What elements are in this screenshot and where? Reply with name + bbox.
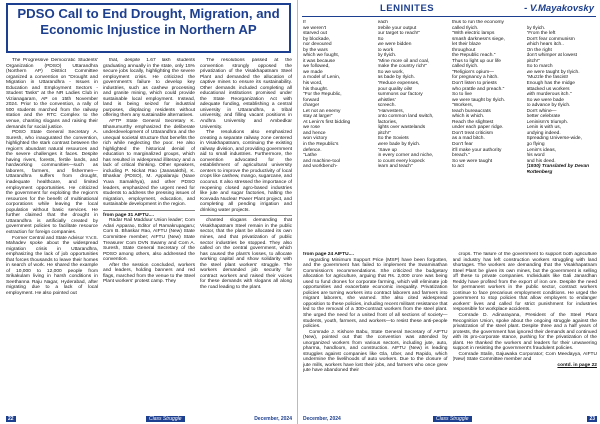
issue-date: December, 2024 [254,416,292,422]
left-page [0,0,298,424]
header-rule [302,16,596,17]
continuation-heading: from page 24 AIFTU.... [303,252,354,257]
paragraph: After the session concluded, workers and leaders, holding banners and red flags, marched from the venue to the Steel Plant workers' protest camp. They [103,262,195,285]
divider [103,210,195,211]
right-page [300,0,600,424]
article-column-1 [6,58,98,414]
poem-header [302,3,596,16]
magazine-name: Class Struggle [146,416,185,422]
paragraph: Former Central and State Advisor Y.V.S. Mahadev spoke about the widespread migration crisis in Uttarandhra, emphasizing the lack of job opportunities that forces thousands to leave their homes in search of work. He shared the example of 10,000 to 12,000 people from Srikakulam living in harsh conditions in Seethanna Raju Nagar, Hyderabad, after migrating due to a lack of local employment. He also pointed out [6,235,98,296]
continuation-heading: from page 31 AIFTU.... [103,212,154,218]
paragraph: Radar Rail Madduur Union leader; Com Adari Apparao, Editor of Ramakrupagaru; Com B. Bhaskar Rao, AIFTU (New) State Committee member; AIFTU (New) State Treasurer Com DVN Swamy and Com A. Suresh, State General Secretary of the PDSO among others, also addressed the convention. [103,218,195,263]
paragraph: crops. The failure of the government to support both agriculture and industry has left construction workers struggling with land shortages. The workers are demanding that the Visakhapatnam Steel Plant be given its own mines, but the government is selling off these to private companies. Individuals like Gali Janardhan Reddy have profited from the export of iron ore. Despite the need for permanent workers in the public sector, contract workers continue to face precarious employment conditions. He urged the government to stop policies that allow employers to endanger workers' lives and called for strict punishment for industries responsible for workplace accidents. [452,252,597,313]
poem-translator: (1930) Translated by Devan Rottenberg [526,164,590,175]
continued-note: contd. in page 22 [557,362,597,368]
article-column-2 [103,58,195,414]
continued-article [303,252,597,408]
poem-text: by Ilyich. "From the left Don't fear communism which hears itch.. On the right don't whimper at lowest pitch!" So to march we were taught by Ilyich. "Muzzle the fascist! Enough has the midge attacked us workers with murderous itch." So we were bade to advance by Ilyich. Don't whine— better celebrate Leninism's triumph. Lenin is with us, undying indeed. Spreading Universe-wide, go flying Lenin's ideas, his word and his deed. [526,25,582,164]
article-column-3 [200,58,292,414]
article-columns [6,58,292,414]
page-number: 23 [589,416,595,422]
paragraph: The resolutions passed at the convention strongly opposed the privatization of the Visakhapatnam Steel Plant and demanded the allocation of captive mines to ensure its sustainability. Other demands included completing all educational institutions promised under the State Reorganization Act with adequate funding, establishing a central university in Uttarandhra, a tribal university, and filling vacant positions in Andhra University and Ambedkar University. [200,58,292,130]
paragraph: that, despite 1.67 lakh students graduating annually in the state, only 15% secure jobs locally, highlighting the severe employment crisis. He criticized the government's failure to develop key industries, such as cashew processing and granite mining, which could provide sustainable local employment. Instead, land is being seized for industrial purposes, displacing residents without offering them any sustainable alternatives. [103,58,195,119]
poem-column-4 [527,20,598,250]
paragraph: The Progressive Democratic Students' Organization (PDSO) Uttarandhra (Northern AP) District Committee organized a convention on "Drought and Migration in Uttarandhra - Issues in Education and Employment Sectors - Student Tasks" at the NR Ladies Club in Vizianagaram, AP on 15th November 2024. Prior to the convention, a rally of 500 students marched from the railway station and the RTC Complex to the venue, chanting slogans and raising their demands for social justice. [6,58,98,130]
poem-column-1: If we weren't starved out by blockade, nor devoured by the wars which we fought, it was because we followed, we made a model of Lenin, his word, his thought. "For the Republic, forward charge! Let not an enemy stay at large!" At Lenin's first bidding we rose and hence won victory in the Republic's defence. "Lathe and machine-tool and workbench- [303,20,351,170]
title-line-2: Economic Injustice in Northern AP [40,21,257,37]
paragraph: Comrade J. Kishore Babu, State General Secretary of AIFTU (New), pointed out that the convention was attended by unorganized workers from various sectors, including jute, auto, pharma, handloom, and construction. AIFTU (New) is leading struggles against companies like Gla, Uber, and Rapido, which undermine the livelihoods of auto workers. Due to the closure of jute mills, workers have lost their jobs, and farmers who once grew jute have abandoned their [303,329,448,374]
continued-column-2 [453,252,598,408]
title-line-1: PDSO Call to End Drought, Migration, and [17,6,280,21]
poem-body [303,20,597,250]
right-footer [303,415,597,422]
paragraph: PDSO State General Secretary A. Suresh, who inaugurated the convention, highlighted the stark contrast between the region's abundant natural resources and the severe challenges it faces. Despite having rivers, forests, fertile lands, and hardworking communities—such as laborers, farmers, and fishermen—Uttarandhra suffers from drought, inadequate healthcare, and limited employment opportunities. He criticized the government for exploiting the region's resources for the benefit of multinational corporations while leaving the local population without basic services. He further claimed that the drought in Uttarandhra is artificially created by government policies to facilitate resource extraction for foreign companies. [6,130,98,235]
paragraph: Comrade D. Adinarayana, President of the Steel Plant Recognition Union, spoke about the ongoing struggle against the privatization of the steel plant. Despite three and a half years of protests, the government has ignored their demands and continued with its pro-corporate stance, pushing for the privatization of the plant. He thanked the workers and leaders for their unwavering support in resisting the government's fraudulent policies. [452,313,597,352]
divider [200,215,292,216]
paragraph: AFTP State General Secretary K. Bhanumurthy emphasized the deliberate underdevelopment of Uttarandhra and the unequal societal structure that benefits the rich while neglecting the poor. He also highlighted the historical denial of education to marginalized groups, which has resulted in widespread illiteracy and a lack of critical thinking. Other speakers, including P. Nickat Rao (Janasakthi), K. Bhaskar (PDSO), M. Appalaraju (Naxe Yuva Samakhya), and other PDSO leaders, emphasized the urgent need for students to address the pressing issues of migration, employment, education, and sustainable development in the region. [103,119,195,208]
paragraph: chanted slogans demanding that Visakhapatnam Steel remain in the public sector, that the plant be allocated its own mines, and that privatization of public sector industries be stopped. They also called on the central government, which has caused the plant's losses, to allocate working capital and show solidarity with the steel plant workers' struggle. The workers demanded job security for contract workers and raised their voices for these demands with slogans all along the road leading to the plant. [200,218,292,290]
page-number: 22 [8,416,14,422]
paragraph: regarding Minimum Support Price (MSP) have been forgotten, and the government has failed to implement the Swaminathan Commission's recommendations. She criticized the budgetary allocation for agriculture, arguing that Rs. 2,000 crore was being used to fund drones for corporate farming, which will eliminate job opportunities and exacerbate economic inequality. Privatization policies are turning workers into contract laborers and farmers into migrant laborers, she warned. She also cited widespread opposition to these policies, including recent militant resistance that led to the removal of a 300-contract workers from the steel plant. She urged the need for a united front of all sections of society—students, youth, farmers, and workers—to resist these anti-people policies. [303,257,448,330]
continued-column-1 [303,252,448,408]
issue-date: December, 2024 [303,416,341,422]
poem-title: LENINITES [380,3,435,14]
poem-column-2: each trebile your output our target to reach!" So we were bidden to work by Ilyich. "Mine more oil and coal, make the country rich!" So we work, as bade by Ilyich. "Reduce expenses, pour quality oils! summons our factory whistles' screech. "Harvesters, onto common land switch, factories, lights over wastelands pitch!" So the Soviets were bade by Ilyich. "Save up in every corner and niche, to count every kopeck learn and teach" [377,20,434,170]
paragraph: Comrade Stalin, Gajuwaka Corporator; Com Meedayya, AIFTU (New) State Committee member and [452,351,597,363]
article-title [6,3,291,53]
left-footer [6,415,292,422]
poem-author: - V.Mayakovsky [524,3,594,14]
poem-column-3: thus to run the economy called Ilyich. "With electric lamps smash darkness's siege, let their blaze throughout the Republic reach." Thus to light up our life called Ilyich. "Religion's opium— for pregnancy a hitch. Don't listen to priests who prattle and preach." So to live we were taught by Ilyich. "Workers, teach bureaucrats which is which. Reach the slightest under each paper ridge. Don't treat criticism as a mad bitch. Don't fear it'll make your authority breach." So we were taught to act [452,20,506,170]
magazine-name: Class Struggle [433,416,472,422]
paragraph: The resolutions also emphasized creating a separate railway zone centered in Visakhapatnam, continuing the existing railway division, and providing government aid to small industries. Furthermore, the convention advocated for the establishment of agricultural university centers to improve the productivity of local crops like cashew, mango, sugarcane, and coconut. It also stressed the importance of reopening closed agro-based industries like jute and sugar factories, halting the Kovvada Nuclear Power Plant project, and completing all pending irrigation and drinking water projects. [200,130,292,213]
